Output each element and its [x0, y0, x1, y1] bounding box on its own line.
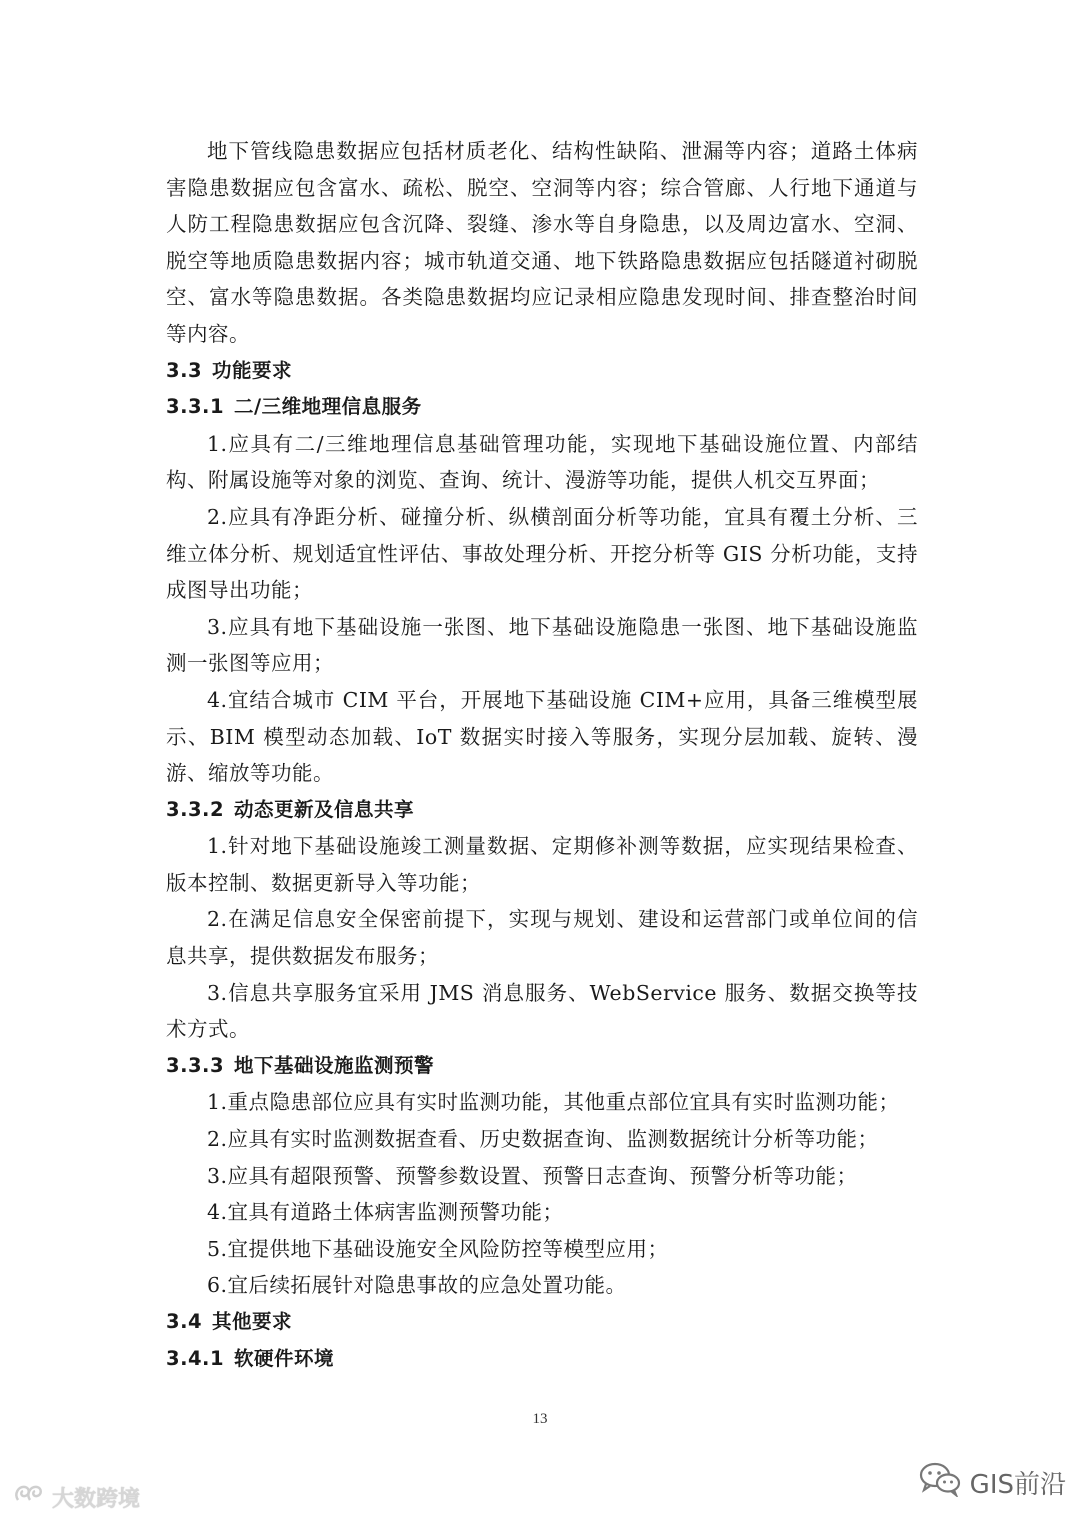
- heading-3-3-3: [166, 1048, 918, 1085]
- heading-title: 软硬件环境: [234, 1346, 335, 1370]
- heading-3-4-1: [166, 1341, 918, 1378]
- heading-title: 功能要求: [212, 358, 293, 382]
- list-item: 2.在满足信息安全保密前提下，实现与规划、建设和运营部门或单位间的信息共享，提供数据发布服务；: [166, 907, 918, 969]
- intro-paragraph: 地下管线隐患数据应包括材质老化、结构性缺陷、泄漏等内容；道路土体病害隐患数据应包含富水、疏松、脱空、空洞等内容；综合管廊、人行地下通道与人防工程隐患数据应包含沉降、裂缝、渗水等自身隐患，以及周边富水、空洞、脱空等地质隐患数据内容；城市轨道交通、地下铁路隐患数据应包括隧道衬砌脱空、富水等隐患数据。各类隐患数据均应记录相应隐患发现时间、排查整治时间等内容。: [166, 139, 918, 346]
- watermark-left-text: 大数跨境: [52, 1486, 141, 1512]
- heading-number: 3.4.1: [166, 1346, 225, 1370]
- watermark-left: [12, 1480, 140, 1514]
- heading-number: 3.4: [166, 1310, 203, 1333]
- heading-title: 地下基础设施监测预警: [234, 1053, 435, 1077]
- document-body: [166, 133, 918, 1377]
- list-item: 1.应具有二/三维地理信息基础管理功能，实现地下基础设施位置、内部结构、附属设施等对象的浏览、查询、统计、漫游等功能，提供人机交互界面；: [166, 431, 918, 493]
- list-item: 6.宜后续拓展针对隐患事故的应急处置功能。: [207, 1273, 627, 1298]
- list-item: 5.宜提供地下基础设施安全风险防控等模型应用；: [207, 1236, 669, 1261]
- logo-swirl-icon: [12, 1480, 48, 1514]
- list-item: 3.应具有超限预警、预警参数设置、预警日志查询、预警分析等功能；: [207, 1163, 858, 1188]
- heading-3-4: [166, 1304, 918, 1341]
- heading-3-3: [166, 353, 918, 390]
- heading-title: 其他要求: [212, 1310, 293, 1333]
- heading-number: 3.3.2: [166, 797, 225, 821]
- wechat-icon: [918, 1461, 962, 1504]
- heading-3-3-1: [166, 389, 918, 426]
- list-item: 2.应具有净距分析、碰撞分析、纵横剖面分析等功能，宜具有覆土分析、三维立体分析、规划适宜性评估、事故处理分析、开挖分析等 GIS 分析功能，支持成图导出功能；: [166, 504, 918, 603]
- heading-number: 3.3.3: [166, 1053, 225, 1077]
- list-item: 1.重点隐患部位应具有实时监测功能，其他重点部位宜具有实时监测功能；: [207, 1090, 900, 1115]
- list-item: 3.信息共享服务宜采用 JMS 消息服务、WebService 服务、数据交换等技术方式。: [166, 980, 918, 1042]
- list-item: 3.应具有地下基础设施一张图、地下基础设施隐患一张图、地下基础设施监测一张图等应用；: [166, 614, 918, 676]
- watermark-right-text: GIS前沿: [969, 1469, 1066, 1500]
- page-number: 13: [532, 1411, 548, 1427]
- heading-title: 二/三维地理信息服务: [234, 395, 422, 419]
- list-item: 1.针对地下基础设施竣工测量数据、定期修补测等数据，应实现结果检查、版本控制、数据更新导入等功能；: [166, 834, 918, 895]
- watermark-right: [918, 1460, 1066, 1504]
- list-item: 4.宜具有道路土体病害监测预警功能；: [207, 1200, 564, 1225]
- heading-number: 3.3: [166, 358, 203, 382]
- list-item: 4.宜结合城市 CIM 平台，开展地下基础设施 CIM+应用，具备三维模型展示、BIM 模型动态加载、IoT 数据实时接入等服务，实现分层加载、旋转、漫游、缩放等功能。: [166, 687, 918, 786]
- heading-3-3-2: [166, 792, 918, 829]
- heading-number: 3.3.1: [166, 395, 225, 419]
- heading-title: 动态更新及信息共享: [234, 797, 415, 821]
- list-item: 2.应具有实时监测数据查看、历史数据查询、监测数据统计分析等功能；: [207, 1127, 879, 1152]
